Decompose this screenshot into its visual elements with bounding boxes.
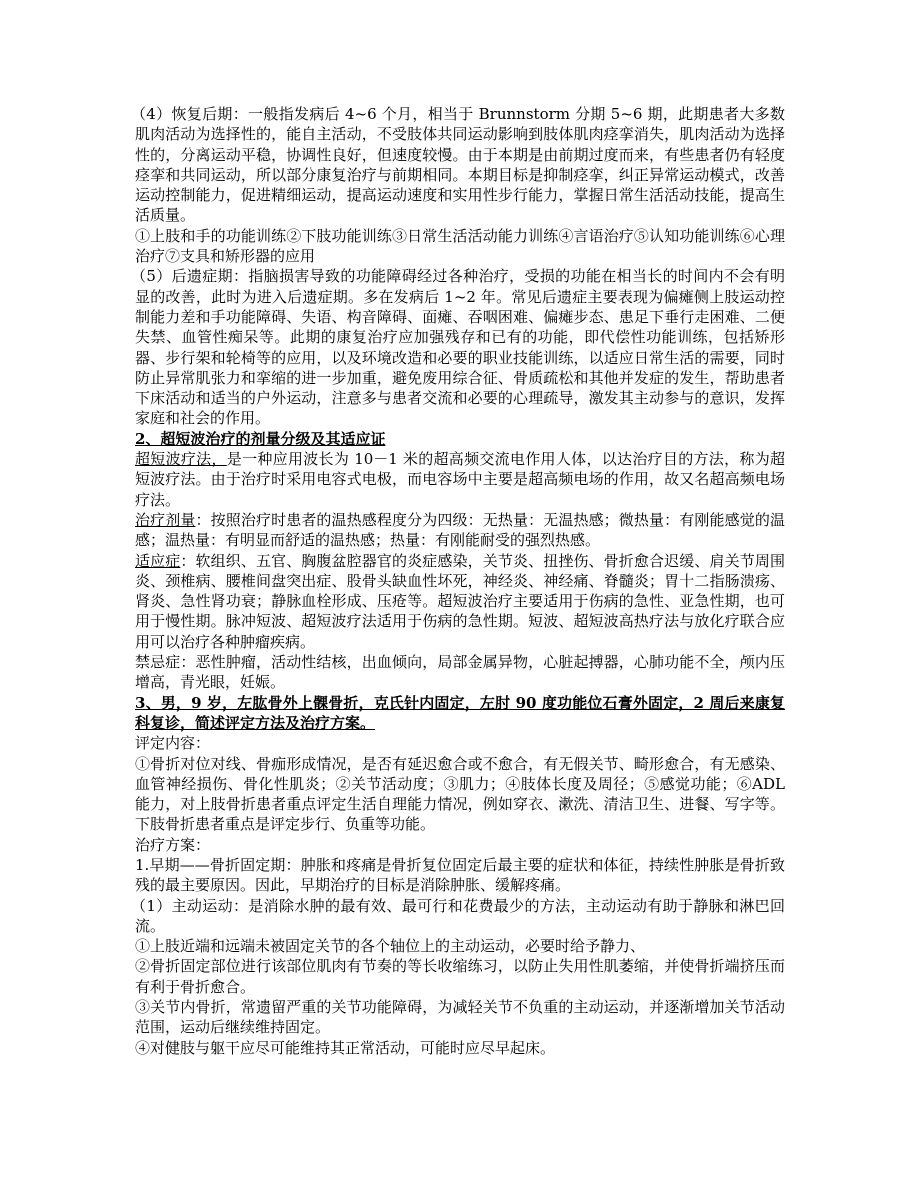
treatment-plan-title: 治疗方案：: [135, 835, 211, 854]
treatment-item-3: ③关节内骨折，常遗留严重的关节功能障碍，为减轻关节不负重的主动运动，并逐渐增加关节活动范围，运动后继续维持固定。: [135, 998, 785, 1037]
recovery-late-paragraph: （4）恢复后期：一般指发病后 4~6 个月，相当于 Brunnstorm 分期 5~6 期，此期患者大多数肌肉活动为选择性的，能自主活动，不受肢体共同运动影响到肢体肌肉痉挛消失，肌肉活动为选择性的，分离运动平稳，协调性良好，但速度较慢。由于本期是由前期过度而来，有些患者仍有轻度痉挛和共同运动，所以部分康复治疗与前期相同。本期目标是抑制痉挛，纠正异常运动模式，改善运动控制能力，促进精细运动，提高运动速度和实用性步行能力，掌握日常生活活动技能，提高生活质量。: [131, 105, 785, 225]
recovery-late-therapy-list: ①上肢和手的功能训练②下肢功能训练③日常生活活动能力训练④言语治疗⑤认知功能训练⑥心理治疗⑦支具和矫形器的应用: [135, 226, 785, 266]
active-movement-paragraph: （1）主动运动：是消除水肿的最有效、最可行和花费最少的方法，主动运动有助于静脉和淋巴回流。: [131, 896, 785, 935]
definition-label: 超短波疗法，: [135, 450, 227, 469]
sequelae-paragraph: （5）后遗症期：指脑损害导致的功能障碍经过各种治疗，受损的功能在相当长的时间内不会有明显的改善，此时为进入后遗症期。多在发病后 1~2 年。常见后遗症主要表现为偏瘫侧上肢运动控制能力差和手功能障碍、失语、构音障碍、面瘫、吞咽困难、偏瘫步态、患足下垂行走困难、二便失禁、血管性痴呆等。此期的康复治疗应加强残存和已有的功能，即代偿性功能训练，包括矫形器、步行架和轮椅等的应用，以及环境改造和必要的职业技能训练，以适应日常生活的需要，同时防止异常肌张力和挛缩的进一步加重，避免废用综合征、骨质疏松和其他并发症的发生，帮助患者下床活动和适当的户外运动，注意多与患者交流和必要的心理疏导，激发其主动参与的意识，发挥家庭和社会的作用。: [131, 267, 785, 428]
definition-text: 是一种应用波长为 10－1 米的超高频交流电作用人体，以达治疗目的方法，称为超短波疗法。由于治疗时采用电容式电极，而电容场中主要是超高频电场的作用，故又名超高频电场疗法。: [135, 450, 785, 509]
treatment-item-2: ②骨折固定部位进行该部位肌肉有节奏的等长收缩练习，以防止失用性肌萎缩，并使骨折端挤压而有利于骨折愈合。: [135, 957, 785, 996]
early-stage-paragraph: 1.早期——骨折固定期：肿胀和疼痛是骨折复位固定后最主要的症状和体征，持续性肿胀是骨折致残的最主要原因。因此，早期治疗的目标是消除肿胀、缓解疼痛。: [135, 855, 785, 895]
contraindications-paragraph: 禁忌症：恶性肿瘤，活动性结核，出血倾向，局部金属异物，心脏起搏器，心肺功能不全，颅内压增高，青光眼，妊娠。: [135, 653, 785, 692]
section2-heading: 2、超短波治疗的剂量分级及其适应证: [135, 429, 386, 448]
dosage-paragraph: [135, 510, 785, 551]
evaluation-title: 评定内容：: [135, 734, 211, 753]
treatment-item-1: ①上肢近端和远端未被固定关节的各个轴位上的主动运动，必要时给予静力、: [135, 937, 646, 956]
dosage-label: 治疗剂量: [135, 510, 196, 529]
ultrashortwave-definition: [135, 449, 785, 510]
dosage-text: ：按照治疗时患者的温热感程度分为四级：无热量：无温热感；微热量：有刚能感觉的温感；温热量：有明显而舒适的温热感；热量：有刚能耐受的强烈热感。: [135, 510, 785, 550]
indications-label: 适应症: [135, 551, 181, 570]
section3-heading: 3、男，9 岁，左肱骨外上髁骨折，克氏针内固定，左肘 90 度功能位石膏外固定，2 周后来康复科复诊，简述评定方法及治疗方案。: [135, 693, 785, 732]
indications-paragraph: [135, 551, 785, 652]
treatment-item-4: ④对健肢与躯干应尽可能维持其正常活动，可能时应尽早起床。: [135, 1038, 556, 1057]
indications-text: ：软组织、五官、胸腹盆腔器官的炎症感染，关节炎、扭挫伤、骨折愈合迟缓、肩关节周围炎、颈椎病、腰椎间盘突出症、股骨头缺血性坏死，神经炎、神经痛、脊髓炎；胃十二指肠溃疡、肾炎、急性肾功衰；静脉血栓形成、压疮等。超短波治疗主要适用于伤病的急性、亚急性期，也可用于慢性期。脉冲短波、超短波疗法适用于伤病的急性期。短波、超短波高热疗法与放化疗联合应用可以治疗各种肿瘤疾病。: [135, 551, 785, 651]
evaluation-content: ①骨折对位对线、骨痂形成情况，是否有延迟愈合或不愈合，有无假关节、畸形愈合，有无感染、血管神经损伤、骨化性肌炎；②关节活动度；③肌力；④肢体长度及周径；⑤感觉功能；⑥ADL 能力，对上肢骨折患者重点评定生活自理能力情况，例如穿衣、漱洗、清洁卫生、进餐、写字等。下肢骨折患者重点是评定步行、负重等功能。: [135, 754, 785, 834]
document-page: [131, 104, 785, 1058]
